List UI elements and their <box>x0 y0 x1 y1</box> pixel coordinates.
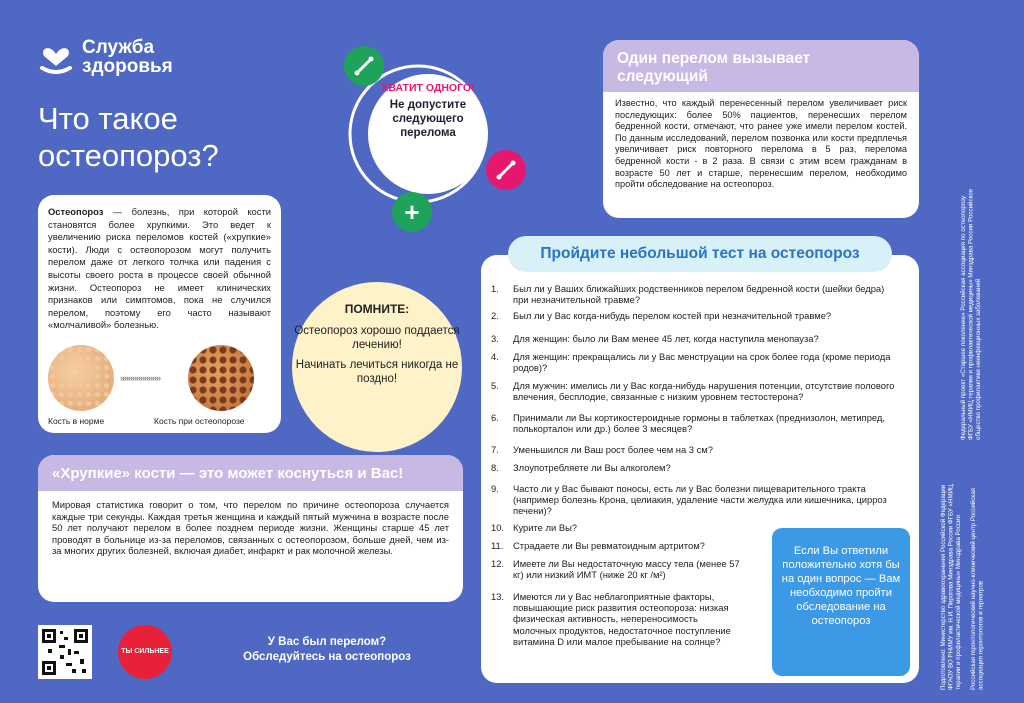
question-text: Для мужчин: имелись ли у Вас когда-нибудь нарушения потенции, отсутствие полового влечения, бесплодие, связанные с низким уровнем тестостерона? <box>513 380 895 403</box>
brand-line1: Служба <box>82 37 155 58</box>
question-text: Курите ли Вы? <box>513 522 578 533</box>
answer-callout: Если Вы ответили положительно хотя бы на один вопрос — Вам необходимо пройти обследование на остеопороз <box>772 528 910 676</box>
broken-bone-icon <box>486 150 526 190</box>
plus-icon: + <box>392 192 432 232</box>
definition-card <box>38 195 281 433</box>
question-number: 10. <box>491 522 505 533</box>
remember-callout <box>292 282 462 452</box>
question-number: 6. <box>491 412 499 423</box>
arrow-icon: »»»»»»»»»» <box>120 373 161 383</box>
question-text: Часто ли у Вас бывают поносы, есть ли у Вас болезни пищеварительного тракта (например болезнь Крона, целиакия, удаление части желудка или кишечника, цирроз печени)? <box>513 483 887 517</box>
qr-code[interactable] <box>38 625 92 679</box>
definition-text: — болезнь, при которой кости становятся более хрупкими. Это ведет к увеличению риска переломов костей («хрупкие» кости). Люди с остеопорозом могут получить перелом даже от легкого толчка или падения с высоты своего роста в процессе своей обычной жизни. Остеопороз не имеет клинических признаков или симптомов, пока не случился перелом, поэтому его часто называют «молчаливой» болезнью. <box>48 206 271 331</box>
question-item <box>481 283 899 305</box>
question-text: Был ли у Ваших ближайших родственников перелом бедренной кости (шейки бедра) при незначительной травме? <box>513 283 885 306</box>
question-text: Для женщин: было ли Вам менее 45 лет, когда наступила менопауза? <box>513 333 819 344</box>
credits-col2: Российская геронтологический научно-клинический центр Российская ассоциация геронтологов и гериатров <box>970 488 985 690</box>
question-text: Имеете ли Вы недостаточную массу тела (менее 57 кг) или низкий ИМТ (ниже 20 кг /м²) <box>513 558 740 581</box>
credits-col1: Подготовлено: Министерство здравоохранения Российской Федерации ФГАОУ ВО РНИМУ им. Н.И. Пирогова Минздрава России ФГБУ «НМИЦ терапии и профилактической медицины» Минздрава России <box>940 484 963 690</box>
enough-red-text: ХВАТИТ ОДНОГО! <box>381 82 475 94</box>
question-item <box>481 558 743 580</box>
question-number: 11. <box>491 540 504 551</box>
heart-logo-icon <box>38 40 74 74</box>
question-number: 9. <box>491 483 499 494</box>
fragile-card <box>38 455 463 602</box>
remember-p1: Остеопороз хорошо поддается лечению! <box>294 325 460 351</box>
question-number: 2. <box>491 310 499 321</box>
test-heading: Пройдите небольшой тест на остеопороз <box>508 236 892 272</box>
question-text: Для женщин: прекращались ли у Вас менструации на срок более года (кроме периода родов)? <box>513 351 891 374</box>
credits-col3: Федеральный проект «Старшее поколение» Российская ассоциация по остеопорозу ФГБУ «НМИЦ терапии и профилактической медицины» Минздрава России Российское общество профилактики неинфекционных заболеваний <box>960 188 983 440</box>
question-number: 12. <box>491 558 505 569</box>
question-text: Злоупотребляете ли Вы алкоголем? <box>513 462 671 473</box>
fragile-text: Мировая статистика говорит о том, что перелом по причине остеопороза случается каждые три секунды. Каждая третья женщина и каждый пятый мужчина в возрасте после 50 лет получают перелом в более позднем периоде жизни. Женщины старше 45 лет проводят в больнице из-за переломов, связанных с остеопорозом, больше дней, чем из-за многих других болезней, включая диабет, инфаркт и рак молочной железы. <box>52 499 449 557</box>
question-item <box>481 310 899 321</box>
enough-callout <box>368 74 488 194</box>
question-number: 8. <box>491 462 499 473</box>
fragile-heading: «Хрупкие» кости — это может коснуться и Вас! <box>38 455 463 491</box>
question-item <box>481 444 899 455</box>
question-item <box>481 462 899 473</box>
fracture-heading: Один перелом вызывает следующий <box>603 40 919 92</box>
enough-black-text: Не допустите следующего перелома <box>389 99 467 139</box>
brand-line2: здоровья <box>82 56 173 77</box>
question-item <box>481 483 899 517</box>
normal-bone-image <box>48 345 114 411</box>
bone-icon <box>344 46 384 86</box>
footer-cta: У Вас был перелом? Обследуйтесь на остеопороз <box>243 636 411 663</box>
remember-heading: ПОМНИТЕ: <box>344 302 410 316</box>
question-item <box>481 351 899 373</box>
brand-logo <box>38 38 173 76</box>
label-osteo: Кость при остеопорозе <box>154 416 245 426</box>
definition-term: Остеопороз <box>48 206 104 217</box>
question-number: 3. <box>491 333 499 344</box>
stronger-logo: ТЫ СИЛЬНЕЕ <box>118 625 172 679</box>
question-text: Страдаете ли Вы ревматоидным артритом? <box>513 540 705 551</box>
question-number: 1. <box>491 283 499 294</box>
question-item <box>481 412 899 434</box>
fracture-card <box>603 40 919 218</box>
question-text: Был ли у Вас когда-нибудь перелом костей при незначительной травме? <box>513 310 832 321</box>
question-number: 13. <box>491 591 505 602</box>
question-text: Имеются ли у Вас неблагоприятные факторы, повышающие риск развития остеопороза: низкая физическая активность, непереносимость молочных продуктов, недостаточное поступление витамина D или малое пребывание на солнце? <box>513 591 731 647</box>
question-text: Принимали ли Вы кортикостероидные гормоны в таблетках (преднизолон, метипред, полькорталон или др.) более 3 месяцев? <box>513 412 885 435</box>
label-normal: Кость в норме <box>48 416 105 426</box>
question-item <box>481 380 899 402</box>
fracture-text: Известно, что каждый перенесенный перелом увеличивает риск последующих: более 50% пациентов, перенесших перелом бедренной кости, отмечают, что ранее уже имели перелом костей. По данным исследований, перелом позвонка или кости предплечья увеличивает риск повторного перелома в 5 раз, перелома бедренной кости - в 2 раза. В связи с этим всем гражданам в возрасте 50 лет и старше, перенесшим перелом, необходимо пройти обследование на остеопороз. <box>615 98 907 190</box>
question-number: 5. <box>491 380 499 391</box>
question-number: 4. <box>491 351 499 362</box>
question-number: 7. <box>491 444 499 455</box>
question-item <box>481 591 743 647</box>
question-item <box>481 333 899 344</box>
question-text: Уменьшился ли Ваш рост более чем на 3 см? <box>513 444 713 455</box>
remember-p2: Начинать лечиться никогда не поздно! <box>295 359 459 385</box>
osteoporosis-bone-image <box>188 345 254 411</box>
page-title: Что такое остеопороз? <box>38 101 219 173</box>
